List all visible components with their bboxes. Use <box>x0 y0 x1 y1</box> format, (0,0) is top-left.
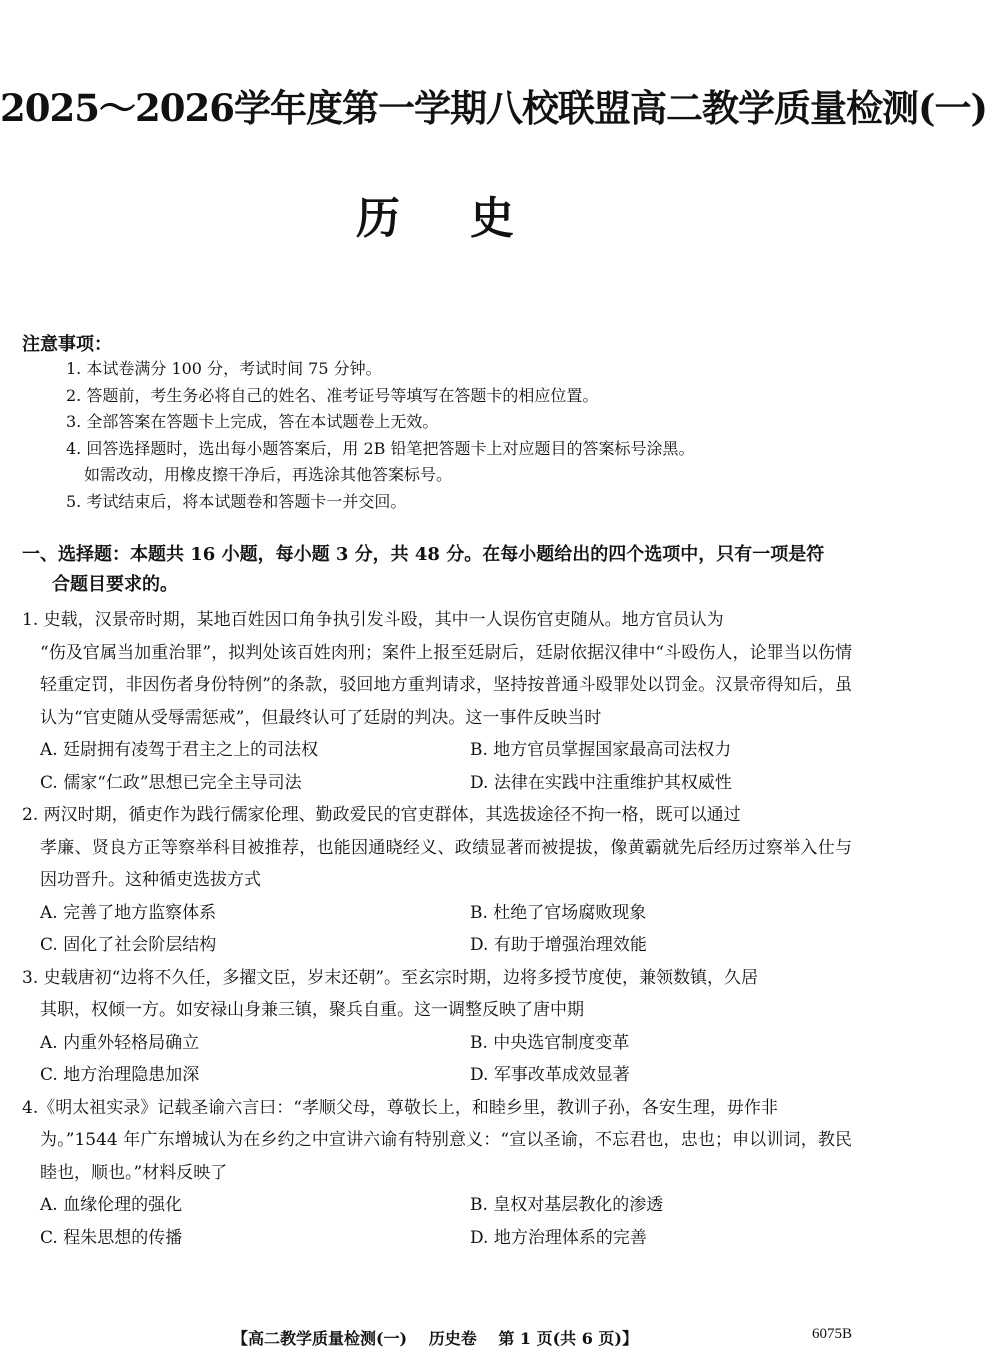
question-stem-first-line: 1. 史载，汉景帝时期，某地百姓因口角争执引发斗殴，其中一人误伤官吏随从。地方官员认为 <box>22 610 724 630</box>
question-stem-first-line: 3. 史载唐初“边将不久任，多擢文臣，岁末还朝”。至玄宗时期，边将多授节度使，兼领数镇，久居 <box>22 967 759 988</box>
note-item: 3. 全部答案在答题卡上完成，答在本试题卷上无效。 <box>66 412 439 431</box>
option-d: D. 有助于增强治理效能 <box>470 935 647 955</box>
option-b: B. 中央选官制度变革 <box>470 1032 630 1053</box>
question-stem-rest: 为。”1544 年广东增城认为在乡约之中宣讲六谕有特别意义：“宣以圣谕，不忘君也，忠也；申以训词，教民睦也，顺也。”材料反映了 <box>40 1130 852 1183</box>
paper-code: 6075B <box>811 1326 852 1342</box>
question-4 <box>22 1092 852 1255</box>
question-stem-rest: 其职，权倾一方。如安禄山身兼三镇，聚兵自重。这一调整反映了唐中期 <box>40 1000 584 1020</box>
option-c: C. 程朱思想的传播 <box>40 1227 183 1248</box>
option-c: C. 固化了社会阶层结构 <box>40 935 217 955</box>
notes-heading: 注意事项： <box>22 334 112 355</box>
question-stem-first-line: 2. 两汉时期，循吏作为践行儒家伦理、勤政爱民的官吏群体，其选拔途径不拘一格，既可以通过 <box>22 805 741 825</box>
question-2 <box>22 799 852 962</box>
page-footer <box>0 1326 870 1349</box>
question-options <box>22 1027 852 1092</box>
option-a: A. 完善了地方监察体系 <box>40 902 217 923</box>
footer-paper: 历史卷 <box>428 1329 477 1348</box>
question-stem-first-line: 4.《明太祖实录》记载圣谕六言曰：“孝顺父母，尊敬长上，和睦乡里，教训子孙，各安生理，毋作非 <box>22 1097 778 1118</box>
option-d: D. 法律在实践中注重维护其权威性 <box>470 772 732 793</box>
question-options <box>22 897 852 962</box>
section-heading-line: 一、选择题：本题共 16 小题，每小题 3 分，共 48 分。在每小题给出的四个选项中，只有一项是符 <box>22 544 825 565</box>
option-a: A. 血缘伦理的强化 <box>40 1195 183 1215</box>
option-a: A. 内重外轻格局确立 <box>40 1032 200 1053</box>
question-options <box>22 734 852 799</box>
note-item-continuation: 如需改动，用橡皮擦干净后，再选涂其他答案标号。 <box>84 465 453 484</box>
subject-title: 历史 <box>356 193 584 244</box>
question-3 <box>22 962 852 1092</box>
note-item: 1. 本试卷满分 100 分，考试时间 75 分钟。 <box>66 359 382 378</box>
option-a: A. 廷尉拥有凌驾于君主之上的司法权 <box>40 740 319 760</box>
note-item: 5. 考试结束后，将本试题卷和答题卡一并交回。 <box>66 491 407 511</box>
question-stem <box>22 799 852 897</box>
question-stem-rest: “伤及官属当加重治罪”，拟判处该百姓肉刑；案件上报至廷尉后，廷尉依据汉律中“斗殴伤人，论罪当以伤情轻重定罚，非因伤者身份特例”的条款，驳回地方重判请求，坚持按普通斗殴罪处以罚金。汉景帝得知后，虽认为“官吏随从受辱需惩戒”，但最终认可了廷尉的判决。这一事件反映当时 <box>40 642 852 728</box>
question-1 <box>22 604 852 799</box>
option-c: C. 地方治理隐患加深 <box>40 1065 200 1085</box>
note-item: 4. 回答选择题时，选出每小题答案后，用 2B 铅笔把答题卡上对应题目的答案标号涂黑。 <box>66 438 695 458</box>
section-heading <box>22 540 852 600</box>
footer-page-number: 第 1 页(共 6 页)】 <box>498 1329 639 1348</box>
question-stem <box>22 962 852 1027</box>
note-item: 2. 答题前，考生务必将自己的姓名、准考证号等填写在答题卡的相应位置。 <box>66 385 599 405</box>
option-b: B. 杜绝了官场腐败现象 <box>470 902 647 923</box>
exam-title: 2025～2026学年度第一学期八校联盟高二教学质量检测(一) <box>0 86 987 130</box>
question-options <box>22 1189 852 1254</box>
question-stem <box>22 604 852 734</box>
notes-list <box>66 356 856 515</box>
option-d: D. 军事改革成效显著 <box>470 1065 630 1085</box>
option-c: C. 儒家“仁政”思想已完全主导司法 <box>40 772 302 793</box>
option-b: B. 地方官员掌握国家最高司法权力 <box>470 740 732 760</box>
footer-exam-name: 【高二教学质量检测(一) <box>231 1329 408 1348</box>
question-stem <box>22 1092 852 1190</box>
option-d: D. 地方治理体系的完善 <box>470 1227 647 1248</box>
option-b: B. 皇权对基层教化的渗透 <box>470 1195 664 1215</box>
section-heading-line: 合题目要求的。 <box>52 574 178 595</box>
question-list <box>22 604 852 1254</box>
question-stem-rest: 孝廉、贤良方正等察举科目被推荐，也能因通晓经义、政绩显著而被提拔，像黄霸就先后经历过察举入仕与因功晋升。这种循吏选拔方式 <box>40 837 852 890</box>
